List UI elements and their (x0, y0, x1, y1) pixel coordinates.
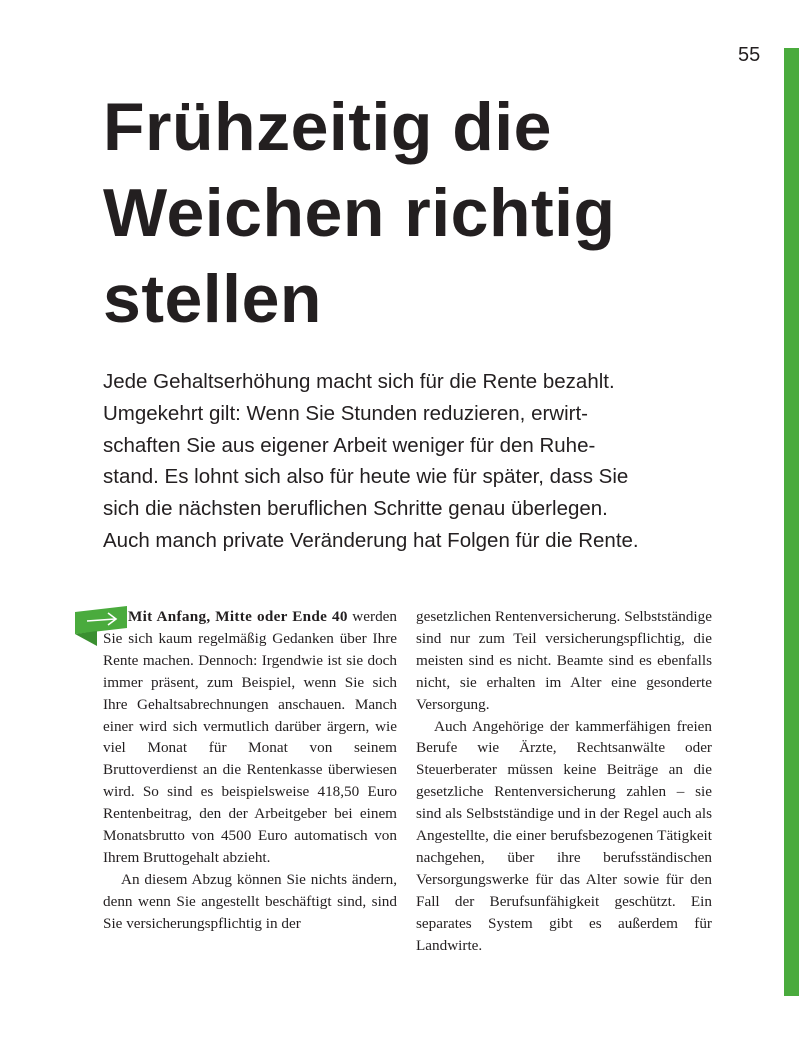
title-line-3: stellen (103, 261, 322, 337)
body-column-right (416, 606, 712, 957)
page-title (103, 84, 616, 342)
body-paragraph-2: An diesem Abzug können Sie nichts ändern, denn wenn Sie angestellt beschäftigt sind, sind Sie versicherungspflichtig in der (103, 870, 397, 932)
title-line-1: Frühzeitig die (103, 89, 552, 165)
lead-paragraph: Jede Gehaltserhöhung macht sich für die Rente bezahlt. Umgekehrt gilt: Wenn Sie Stunden reduzieren, erwirt- schaften Sie aus eigener Arbeit weniger für den Ruhe- stand. Es lohnt sich also für heute wie für später, dass Sie sich die nächsten beruflichen Schritte genau überlegen. Auch manch private Veränderung hat Folgen für die Rente. (103, 370, 639, 552)
lead-in-heading: Mit Anfang, Mitte oder Ende 40 (128, 608, 348, 625)
body-paragraph-3: gesetzlichen Rentenversicherung. Selbstständige sind nur zum Teil versicherungspflichtig, die meisten sind es nicht. Beamte sind es ebenfalls nicht, sie erhalten im Alter eine gesonderte Versorgung. (416, 608, 712, 713)
title-line-2: Weichen richtig (103, 175, 616, 251)
body-column-left (103, 606, 397, 935)
body-paragraph-1: Mit Anfang, Mitte oder Ende 40 werden Sie sich kaum regelmäßig Gedanken über Ihre Rente machen. Dennoch: Irgendwie ist sie doch immer präsent, zum Beispiel, wenn Sie sich Ihre Gehaltsabrechnungen anschauen. Manch einer wird sich vermutlich darüber ärgern, wie viel Monat für Monat von seinem Bruttoverdienst an die Rentenkasse überwiesen wird. So sind es beispielsweise 418,50 Euro Rentenbeitrag, den der Arbeitgeber bei einem Monatsbrutto von 4500 Euro automatisch von Ihrem Bruttogehalt abzieht. (103, 608, 397, 866)
page-number: 55 (738, 44, 761, 66)
body-paragraph-4: Auch Angehörige der kammerfähigen freien Berufe wie Ärzte, Rechtsanwälte oder Steuerberater müssen keine Beiträge an die gesetzliche Rentenversicherung zahlen – sie sind als Selbstständige und in der Regel auch als Angestellte, die einer berufsbezogenen Tätigkeit nachgehen, über ihre berufsständischen Versorgungswerke für das Alter sowie für den Fall der Berufsunfähigkeit geschützt. Ein separates System gibt es außerdem für Landwirte. (416, 717, 712, 954)
green-edge-bar (784, 48, 799, 996)
